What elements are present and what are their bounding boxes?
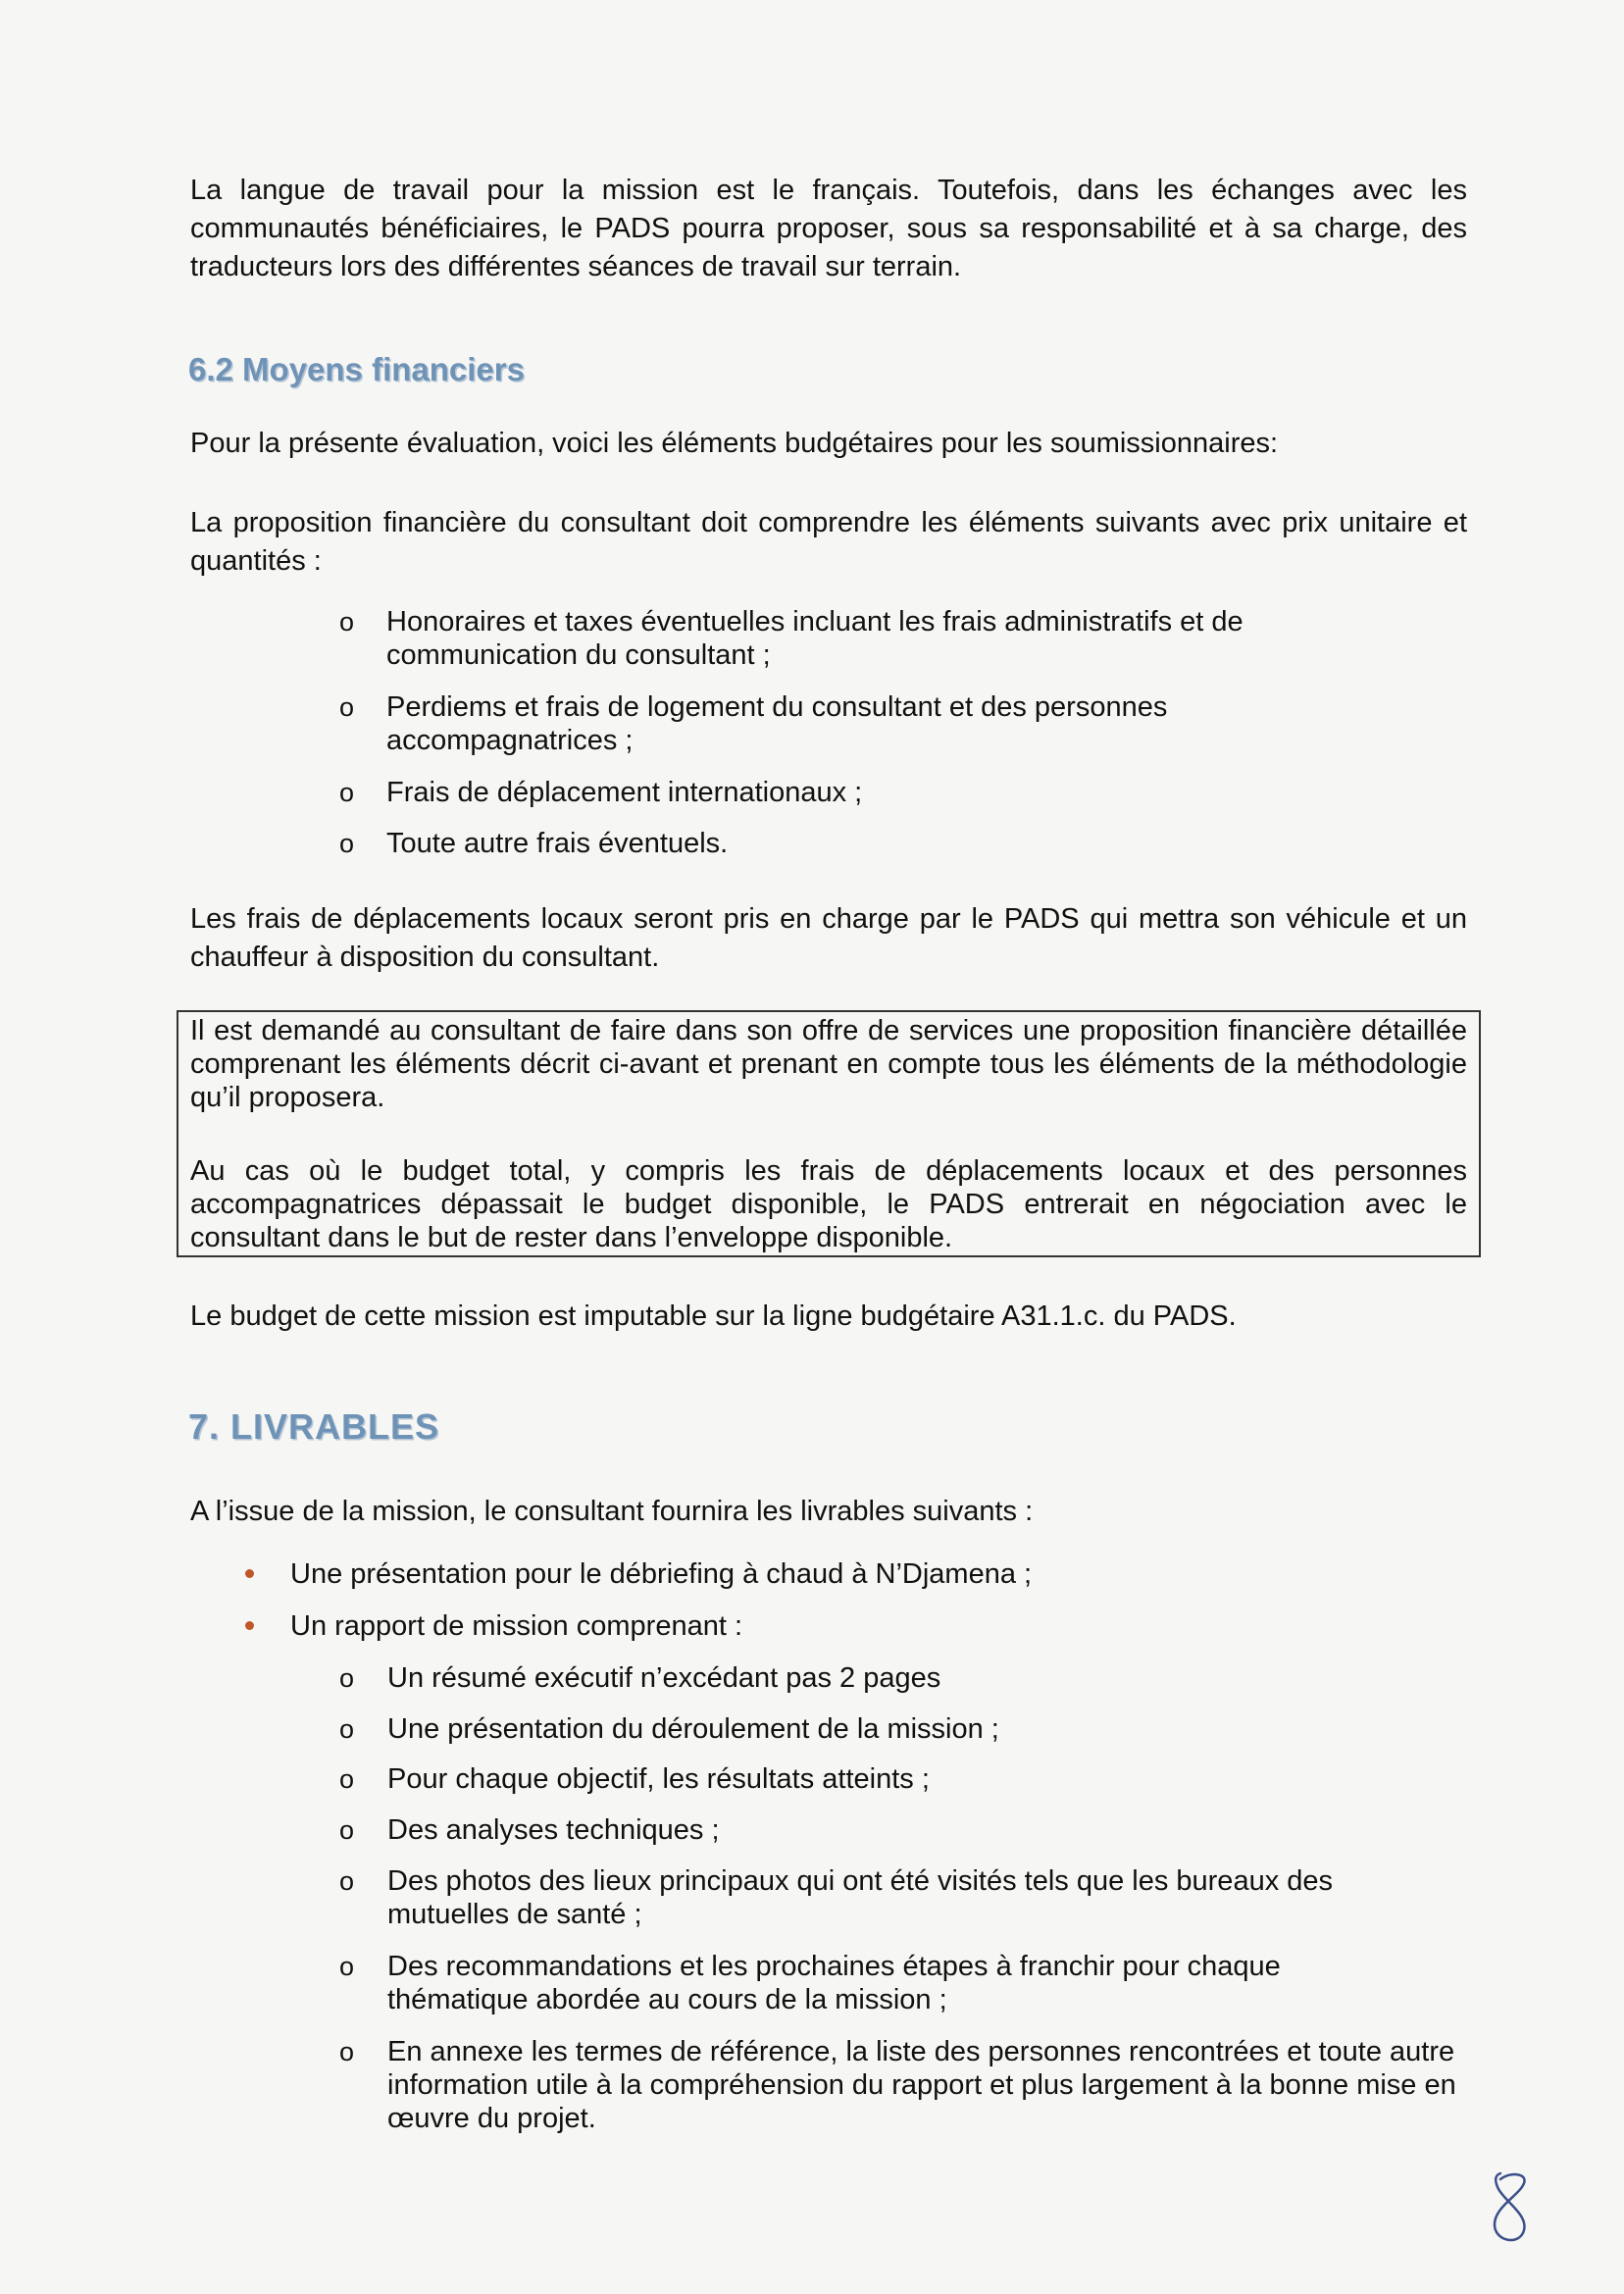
paragraph-budget-line: Le budget de cette mission est imputable sur la ligne budgétaire A31.1.c. du PADS. (190, 1300, 1237, 1332)
list-marker: o (339, 2037, 355, 2066)
list-marker: o (339, 1663, 355, 1693)
deliverable-item: Un rapport de mission comprenant : (290, 1610, 742, 1642)
report-item: Des recommandations et les prochaines étapes à franchir pour chaque thématique abordée au cours de la mission ; (387, 1951, 1281, 2015)
paragraph-budget-intro: Pour la présente évaluation, voici les éléments budgétaires pour les soumissionnaires: (190, 428, 1279, 459)
list-marker: o (339, 692, 355, 722)
note-paragraph-1: Il est demandé au consultant de faire dans son offre de services une proposition financière détaillée comprenant les éléments décrit ci-avant et prenant en compte tous les éléments de la méthodologie qu’il proposera. (190, 1015, 1467, 1113)
list-marker: o (339, 778, 355, 807)
paragraph-financial-proposal: La proposition financière du consultant doit comprendre les éléments suivants avec prix unitaire et quantités : (190, 507, 1467, 577)
report-item: Un résumé exécutif n’excédant pas 2 pages (387, 1662, 941, 1694)
report-item: En annexe les termes de référence, la liste des personnes rencontrées et toute autre information utile à la compréhension du rapport et plus largement à la bonne mise en œuvre du projet. (387, 2036, 1456, 2134)
bullet-dot (245, 1621, 254, 1630)
bullet-dot (245, 1569, 254, 1578)
list-marker: o (339, 1815, 355, 1845)
report-item: Des photos des lieux principaux qui ont été visités tels que les bureaux des mutuelles de santé ; (387, 1865, 1334, 1930)
paragraph-local-travel: Les frais de déplacements locaux seront pris en charge par le PADS qui mettra son véhicule et un chauffeur à disposition du consultant. (190, 903, 1467, 973)
list-marker: o (339, 1866, 355, 1896)
section-heading-7: 7. LIVRABLES (188, 1406, 440, 1447)
list-item: Honoraires et taxes éventuelles incluant les frais administratifs et de communication du consultant ; (386, 606, 1243, 671)
list-marker: o (339, 1952, 355, 1981)
list-marker: o (339, 607, 355, 637)
list-item: Frais de déplacement internationaux ; (386, 777, 863, 808)
list-marker: o (339, 829, 355, 858)
handwritten-page-mark (1481, 2167, 1540, 2256)
note-paragraph-2: Au cas où le budget total, y compris les frais de déplacements locaux et des personnes accompagnatrices dépassait le budget disponible, le PADS entrerait en négociation avec le consultant dans le but de rester dans l’enveloppe disponible. (190, 1155, 1467, 1253)
list-marker: o (339, 1714, 355, 1744)
paragraph-deliverables-intro: A l’issue de la mission, le consultant fournira les livrables suivants : (190, 1496, 1034, 1527)
intro-paragraph: La langue de travail pour la mission est le français. Toutefois, dans les échanges avec les communautés bénéficiaires, le PADS pourra proposer, sous sa responsabilité et à sa charge, des traducteurs lors des différentes séances de travail sur terrain. (190, 175, 1467, 282)
deliverable-item: Une présentation pour le débriefing à chaud à N’Djamena ; (290, 1558, 1033, 1590)
report-item: Des analyses techniques ; (387, 1814, 720, 1846)
list-item: Perdiems et frais de logement du consultant et des personnes accompagnatrices ; (386, 691, 1168, 756)
report-item: Pour chaque objectif, les résultats atteints ; (387, 1763, 930, 1795)
list-marker: o (339, 1764, 355, 1794)
list-item: Toute autre frais éventuels. (386, 828, 729, 859)
report-item: Une présentation du déroulement de la mission ; (387, 1713, 999, 1745)
section-heading-6-2: 6.2 Moyens financiers (188, 351, 525, 387)
